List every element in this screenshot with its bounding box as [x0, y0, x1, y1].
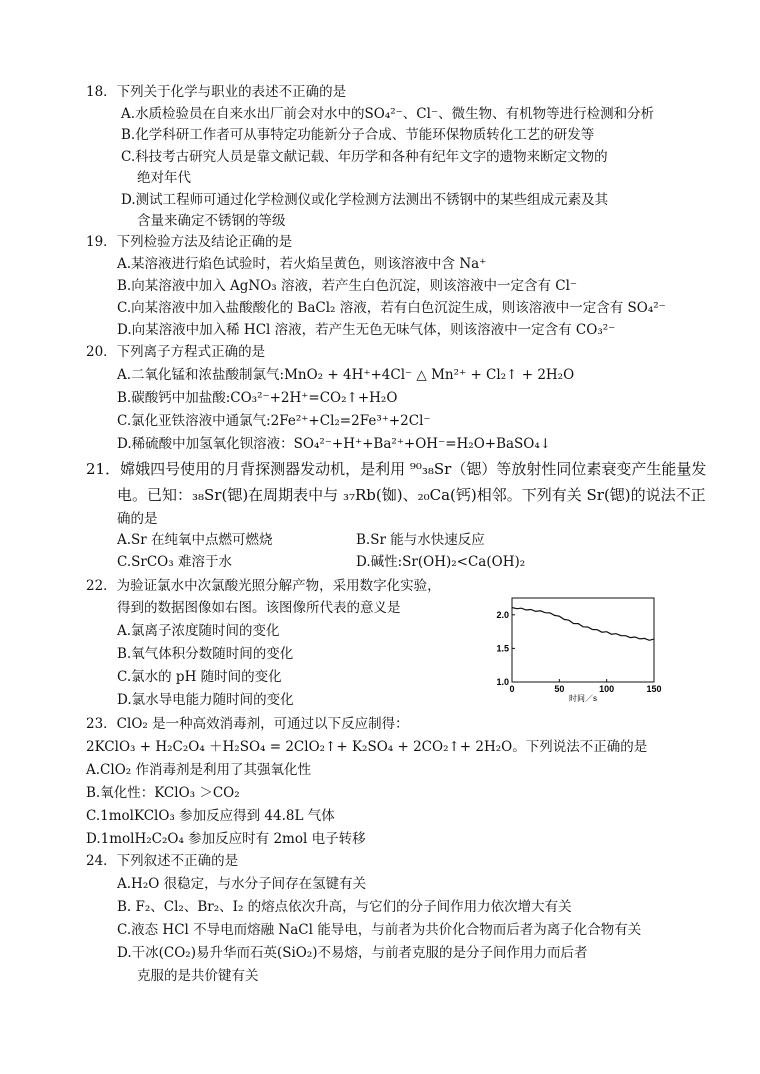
- q19-option-b: B.向某溶液中加入 AgNO₃ 溶液，若产生白色沉淀，则该溶液中一定含有 Cl⁻: [117, 278, 578, 294]
- q24-option-d-cont: 克服的是共价键有关: [137, 968, 259, 984]
- q19-option-c: C.向某溶液中加入盐酸酸化的 BaCl₂ 溶液，若有白色沉淀生成，则该溶液中一定含有 SO₄²⁻: [117, 300, 666, 316]
- q18-option-d: D.测试工程师可通过化学检测仪或化学检测方法测出不锈钢中的某些组成元素及其: [121, 192, 609, 208]
- q20-stem: 20．下列离子方程式正确的是: [86, 344, 266, 360]
- q22-option-d: D.氯水导电能力随时间的变化: [117, 692, 294, 708]
- q22-option-a: A.氯离子浓度随时间的变化: [117, 623, 280, 639]
- q22-option-c: C.氯水的 pH 随时间的变化: [117, 669, 282, 685]
- q19-option-d: D.向某溶液中加入稀 HCl 溶液，若产生无色无味气体，则该溶液中一定含有 CO₃²⁻: [117, 322, 616, 338]
- chart-x-tick-label: 150: [646, 684, 662, 694]
- q21-option-a: A.Sr 在纯氧中点燃可燃烧: [117, 532, 273, 548]
- chart-x-axis-label: 时间／s: [569, 694, 597, 702]
- q20-option-d: D.稀硫酸中加氢氧化钡溶液：SO₄²⁻+H⁺+Ba²⁺+OH⁻=H₂O+BaSO₄↓: [117, 436, 552, 452]
- q23-option-c: C.1molKClO₃ 参加反应得到 44.8L 气体: [86, 808, 335, 824]
- q21-option-c: C.SrCO₃ 难溶于水: [117, 554, 232, 570]
- q18-option-b: B.化学科研工作者可从事特定功能新分子合成、节能环保物质转化工艺的研发等: [121, 127, 595, 143]
- q22-stem: 22．为验证氯水中次氯酸光照分解产物，采用数字化实验，: [86, 578, 441, 594]
- q23-option-b: B.氧化性：KClO₃ ＞CO₂: [86, 785, 240, 801]
- chart-y-tick-label: 1.0: [496, 677, 509, 687]
- chart-ticks: [496, 610, 661, 694]
- q21-stem: 21．嫦娥四号使用的月背探测器发动机，是利用 ⁹⁰₃₈Sr（锶）等放射性同位素衰变产生能量发: [86, 460, 707, 478]
- q24-option-b: B. F₂、Cl₂、Br₂、I₂ 的熔点依次升高，与它们的分子间作用力依次增大有关: [117, 899, 572, 915]
- q23-option-a: A.ClO₂ 作消毒剂是利用了其强氧化性: [86, 762, 311, 778]
- q22-chart: [488, 590, 666, 702]
- q19-stem: 19．下列检验方法及结论正确的是: [86, 234, 293, 250]
- q20-option-a: A.二氧化锰和浓盐酸制氯气:MnO₂ + 4H⁺+4Cl⁻ △ Mn²⁺ + Cl₂↑ + 2H₂O: [117, 367, 575, 383]
- q22-option-b: B.氧气体积分数随时间的变化: [117, 646, 294, 662]
- q18-option-c-cont: 绝对年代: [137, 170, 191, 186]
- chart-x-tick-label: 50: [554, 684, 565, 694]
- q21-stem-cont-2: 确的是: [117, 511, 158, 527]
- chart-x-tick-label: 100: [599, 684, 615, 694]
- q24-stem: 24．下列叙述不正确的是: [86, 853, 239, 869]
- q20-option-b: B.碳酸钙中加盐酸:CO₃²⁻+2H⁺=CO₂↑+H₂O: [117, 390, 398, 406]
- q18-option-a: A.水质检验员在自来水出厂前会对水中的SO₄²⁻、Cl⁻、微生物、有机物等进行检测和分析: [121, 106, 655, 122]
- q20-option-c: C.氯化亚铁溶液中通氯气:2Fe²⁺+Cl₂=2Fe³⁺+2Cl⁻: [117, 413, 431, 429]
- q24-option-a: A.H₂O 很稳定，与水分子间存在氢键有关: [117, 876, 367, 892]
- chart-series-line: [512, 608, 654, 641]
- q21-option-b: B.Sr 能与水快速反应: [356, 532, 485, 548]
- q23-stem: 23．ClO₂ 是一种高效消毒剂，可通过以下反应制得：: [86, 716, 409, 732]
- q21-stem-cont-1: 电。已知：₃₈Sr(锶)在周期表中与 ₃₇Rb(铷)、₂₀Ca(钙)相邻。下列有关 Sr(锶)的说法不正: [117, 486, 706, 504]
- q18-option-c: C.科技考古研究人员是靠文献记载、年历学和各种有纪年文字的遗物来断定文物的: [121, 149, 608, 165]
- q24-option-c: C.液态 HCl 不导电而熔融 NaCl 能导电，与前者为共价化合物而后者为离子化合物有关: [117, 922, 642, 938]
- q23-option-d: D.1molH₂C₂O₄ 参加反应时有 2mol 电子转移: [86, 831, 366, 847]
- chart-y-tick-label: 1.5: [496, 643, 509, 654]
- q19-option-a: A.某溶液进行焰色试验时，若火焰呈黄色，则该溶液中含 Na⁺: [117, 256, 487, 272]
- q18-stem: 18．下列关于化学与职业的表述不正确的是: [86, 84, 347, 100]
- q21-option-d: D.碱性:Sr(OH)₂<Ca(OH)₂: [356, 554, 526, 570]
- chart-y-tick-label: 2.0: [496, 609, 509, 620]
- q24-option-d: D.干冰(CO₂)易升华而石英(SiO₂)不易熔，与前者克服的是分子间作用力而后者: [117, 945, 588, 961]
- q22-stem-cont: 得到的数据图像如右图。该图像所代表的意义是: [117, 600, 401, 616]
- chart-x-tick-label: 0: [509, 684, 515, 694]
- q18-option-d-cont: 含量来确定不锈钢的等级: [137, 213, 286, 229]
- q23-equation: 2KClO₃ + H₂C₂O₄ ＋H₂SO₄ = 2ClO₂↑+ K₂SO₄ + 2CO₂↑+ 2H₂O。下列说法不正确的是: [86, 739, 648, 755]
